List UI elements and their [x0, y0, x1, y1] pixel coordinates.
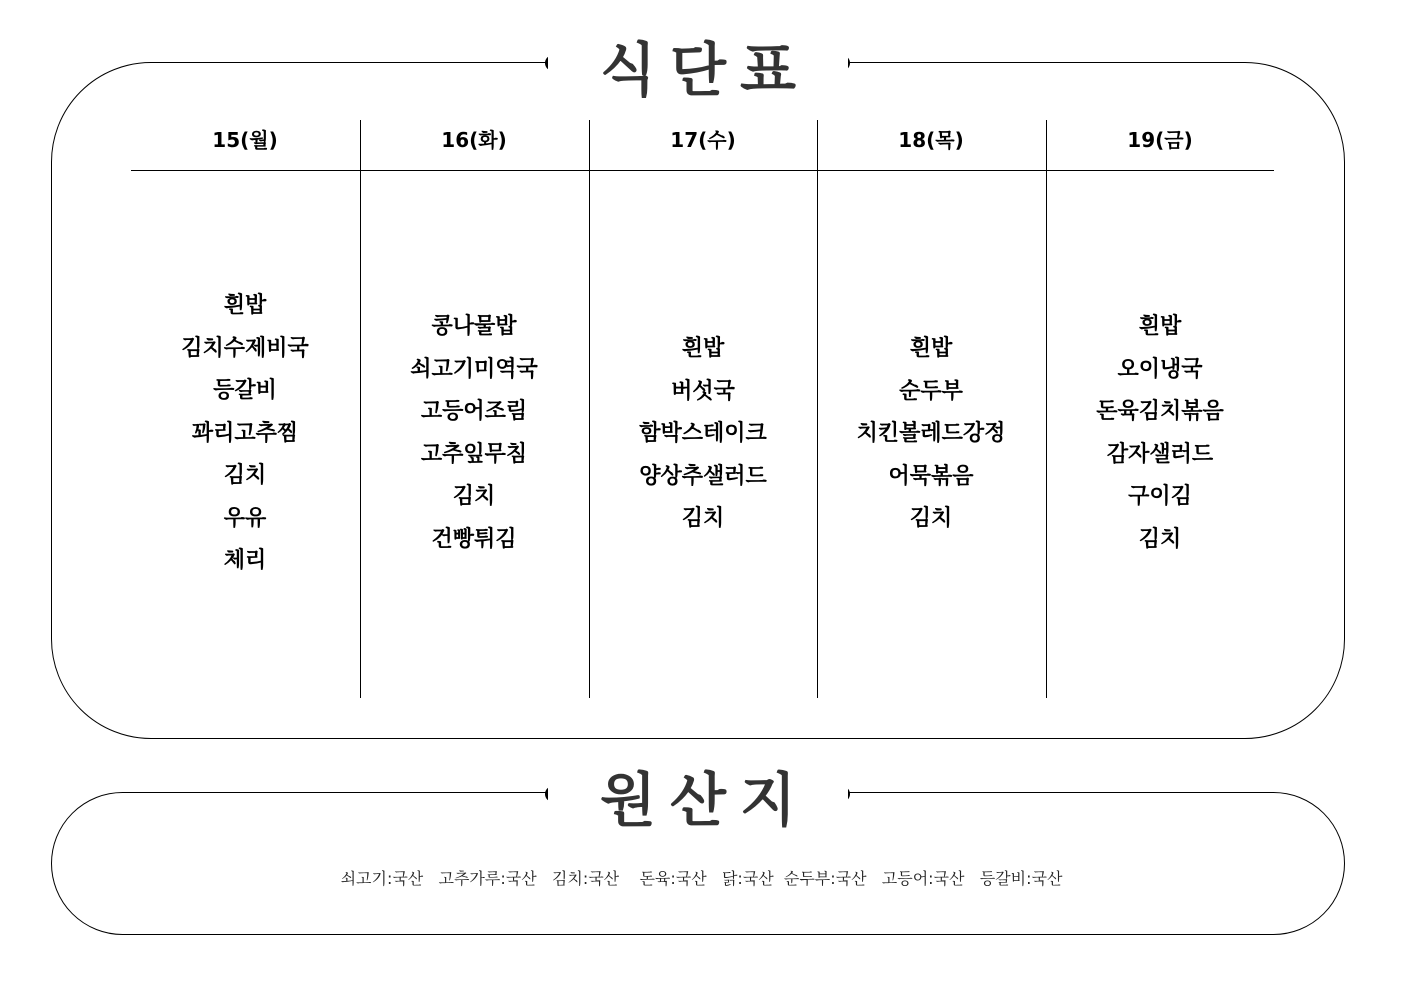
day-header-fri: 19(금) — [1127, 128, 1193, 152]
menu-item: 양상추샐러드 — [639, 463, 767, 489]
day-header-tue: 16(화) — [441, 128, 507, 152]
menu-list-tue — [360, 306, 588, 561]
menu-item: 흰밥 — [681, 336, 725, 361]
menu-item: 돈육김치볶음 — [1096, 399, 1224, 424]
menu-item: 고등어조림 — [420, 399, 528, 424]
menu-item: 순두부 — [899, 378, 963, 404]
menu-item: 어묵볶음 — [888, 463, 974, 489]
menu-list-fri — [1046, 306, 1274, 561]
menu-list-wed — [589, 328, 817, 541]
origin-info: 쇠고기:국산 고추가루:국산 김치:국산 돈육:국산 닭:국산 순두부:국산 고등어:국산 등갈비:국산 — [340, 869, 1063, 888]
menu-item: 흰밥 — [1138, 314, 1182, 339]
menu-list-mon — [131, 285, 359, 583]
menu-item: 김치 — [681, 506, 725, 531]
header-divider — [131, 170, 1274, 171]
menu-item: 등갈비 — [213, 378, 277, 403]
menu-item: 꽈리고추찜 — [191, 420, 299, 446]
day-header-thu: 18(목) — [898, 128, 964, 152]
menu-item: 건빵튀김 — [431, 526, 517, 552]
day-header-wed: 17(수) — [670, 128, 736, 152]
menu-title-wrap — [548, 20, 848, 110]
menu-item: 체리 — [223, 548, 267, 573]
menu-item: 치킨볼레드강정 — [856, 421, 1006, 446]
menu-item: 김치 — [452, 484, 496, 509]
origin-title: 원산지 — [599, 766, 811, 834]
menu-list-thu — [817, 328, 1045, 541]
menu-item: 김치 — [223, 463, 267, 488]
menu-item: 함박스테이크 — [639, 421, 767, 446]
menu-title: 식단표 — [599, 36, 811, 104]
menu-item: 김치 — [1138, 526, 1182, 552]
menu-item: 김치수제비국 — [181, 335, 309, 361]
menu-item: 오이냉국 — [1117, 356, 1203, 382]
menu-item: 구이김 — [1128, 484, 1192, 509]
menu-item: 버섯국 — [671, 378, 735, 404]
day-header-mon: 15(월) — [212, 128, 278, 152]
origin-title-wrap — [548, 750, 848, 840]
menu-item: 우유 — [223, 505, 267, 531]
menu-item: 흰밥 — [223, 293, 267, 318]
menu-item: 고추잎무침 — [420, 441, 528, 467]
menu-item: 김치 — [909, 506, 953, 531]
menu-item: 감자샐러드 — [1106, 441, 1214, 467]
menu-item: 콩나물밥 — [431, 314, 517, 339]
menu-item: 쇠고기미역국 — [410, 356, 538, 382]
menu-item: 흰밥 — [909, 336, 953, 361]
